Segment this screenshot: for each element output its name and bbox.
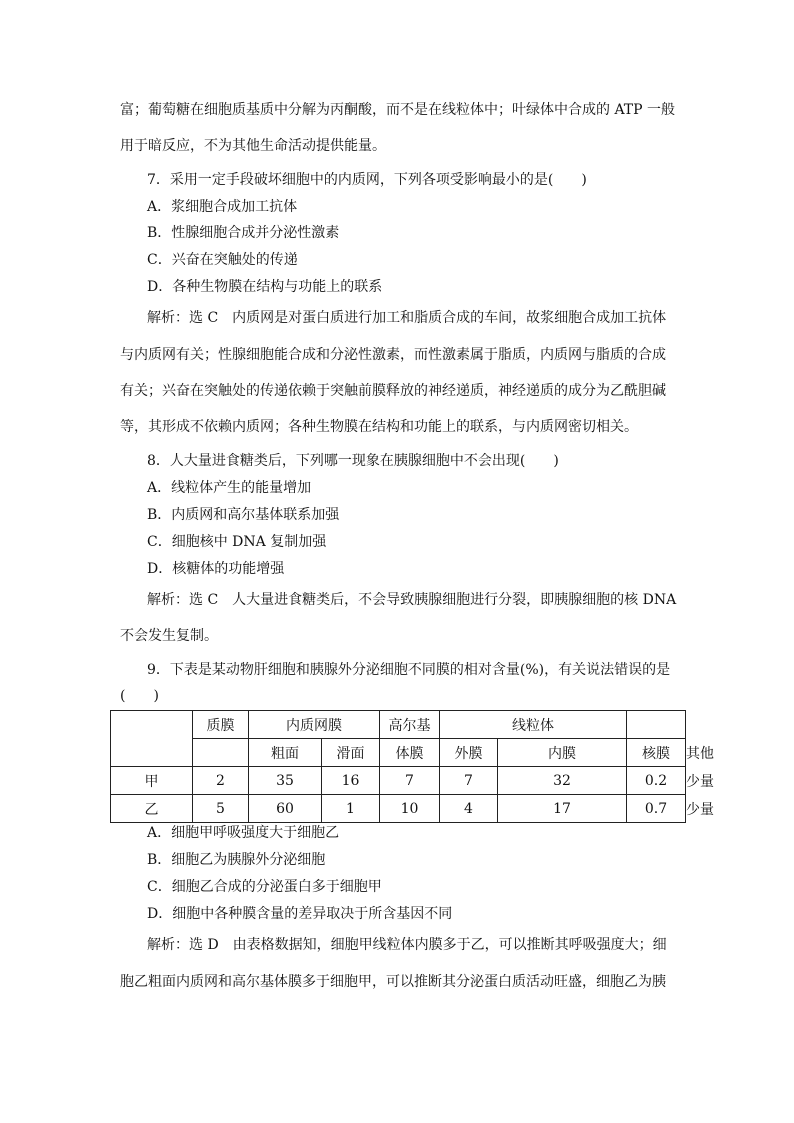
question-7-stem: 7．采用一定手段破坏细胞中的内质网，下列各项受影响最小的是( ) — [147, 172, 587, 188]
question-7-option-d: D．各种生物膜在结构与功能上的联系 — [147, 279, 383, 295]
question-9-stem-paren: ( ) — [120, 688, 159, 704]
table-cell: 16 — [322, 767, 380, 795]
header-nuclear: 核膜 — [627, 739, 686, 767]
question-9-explanation-line: 胞乙粗面内质网和高尔基体膜多于细胞甲，可以推断其分泌蛋白质活动旺盛，细胞乙为胰 — [120, 974, 666, 990]
table-cell: 32 — [498, 767, 627, 795]
table-corner-cell — [111, 711, 193, 767]
table-cell: 5 — [193, 795, 249, 823]
question-9-option-c: C．细胞乙合成的分泌蛋白多于细胞甲 — [147, 879, 382, 895]
question-7-option-b: B．性腺细胞合成并分泌性激素 — [147, 225, 340, 241]
question-8-explanation-line: 不会发生复制。 — [120, 628, 218, 644]
question-7-explanation-line: 解析：选 C 内质网是对蛋白质进行加工和脂质合成的车间，故浆细胞合成加工抗体 — [147, 310, 667, 326]
header-mitochondria: 线粒体 — [440, 711, 627, 739]
subheader-empty-cell — [193, 739, 249, 767]
intro-line-1: 富；葡萄糖在细胞质基质中分解为丙酮酸，而不是在线粒体中；叶绿体中合成的 ATP 一般 — [120, 102, 676, 118]
row-label: 乙 — [111, 795, 193, 823]
table-row: 甲 2 35 16 7 7 32 0.2 少量 — [111, 767, 686, 795]
question-9-stem: 9．下表是某动物肝细胞和胰腺外分泌细胞不同膜的相对含量(%)，有关说法错误的是 — [147, 662, 671, 678]
table-cell: 1 — [322, 795, 380, 823]
header-golgi-bottom: 体膜 — [380, 739, 440, 767]
table-cell: 10 — [380, 795, 440, 823]
question-9-explanation-line: 解析：选 D 由表格数据知，细胞甲线粒体内膜多于乙，可以推断其呼吸强度大；细 — [147, 937, 667, 953]
question-9-option-b: B．细胞乙为胰腺外分泌细胞 — [147, 852, 326, 868]
table-header-row — [111, 711, 686, 739]
question-7-explanation-line: 有关；兴奋在突触处的传递依赖于突触前膜释放的神经递质，神经递质的成分为乙酰胆碱 — [120, 383, 666, 399]
header-plasma-membrane: 质膜 — [193, 711, 249, 739]
question-8-option-b: B．内质网和高尔基体联系加强 — [147, 507, 340, 523]
table-cell: 4 — [440, 795, 498, 823]
header-empty-cell — [627, 711, 686, 739]
question-8-stem: 8．人大量进食糖类后，下列哪一现象在胰腺细胞中不会出现( ) — [147, 453, 559, 469]
row-label: 甲 — [111, 767, 193, 795]
question-7-explanation-line: 等，其形成不依赖内质网；各种生物膜在结构和功能上的联系，与内质网密切相关。 — [120, 419, 638, 435]
question-8-option-d: D．核糖体的功能增强 — [147, 561, 285, 577]
question-9-option-d: D．细胞中各种膜含量的差异取决于所含基因不同 — [147, 906, 453, 922]
intro-line-2: 用于暗反应，不为其他生命活动提供能量。 — [120, 138, 386, 154]
header-golgi-top: 高尔基 — [380, 711, 440, 739]
header-outer: 外膜 — [440, 739, 498, 767]
question-7-explanation-line: 与内质网有关；性腺细胞能合成和分泌性激素，而性激素属于脂质，内质网与脂质的合成 — [120, 347, 666, 363]
header-smooth: 滑面 — [322, 739, 380, 767]
question-8-option-c: C．细胞核中 DNA 复制加强 — [147, 534, 327, 550]
table-cell: 0.7 — [627, 795, 686, 823]
table-cell: 60 — [249, 795, 322, 823]
table-row: 乙 5 60 1 10 4 17 0.7 少量 — [111, 795, 686, 823]
membrane-content-table — [110, 710, 715, 823]
question-9-option-a: A．细胞甲呼吸强度大于细胞乙 — [147, 825, 340, 841]
header-inner: 内膜 — [498, 739, 627, 767]
table-cell: 7 — [380, 767, 440, 795]
table-subheader-row: 粗面 滑面 体膜 外膜 内膜 核膜 其他 — [111, 739, 686, 767]
header-rough: 粗面 — [249, 739, 322, 767]
question-8-explanation-line: 解析：选 C 人大量进食糖类后，不会导致胰腺细胞进行分裂，即胰腺细胞的核 DNA — [147, 592, 677, 608]
table-cell: 7 — [440, 767, 498, 795]
question-7-option-c: C．兴奋在突触处的传递 — [147, 252, 298, 268]
table-cell: 17 — [498, 795, 627, 823]
question-7-option-a: A．浆细胞合成加工抗体 — [147, 199, 298, 215]
header-er-membrane: 内质网膜 — [249, 711, 380, 739]
question-8-option-a: A．线粒体产生的能量增加 — [147, 480, 312, 496]
table-cell: 2 — [193, 767, 249, 795]
table-cell: 35 — [249, 767, 322, 795]
table-cell: 0.2 — [627, 767, 686, 795]
